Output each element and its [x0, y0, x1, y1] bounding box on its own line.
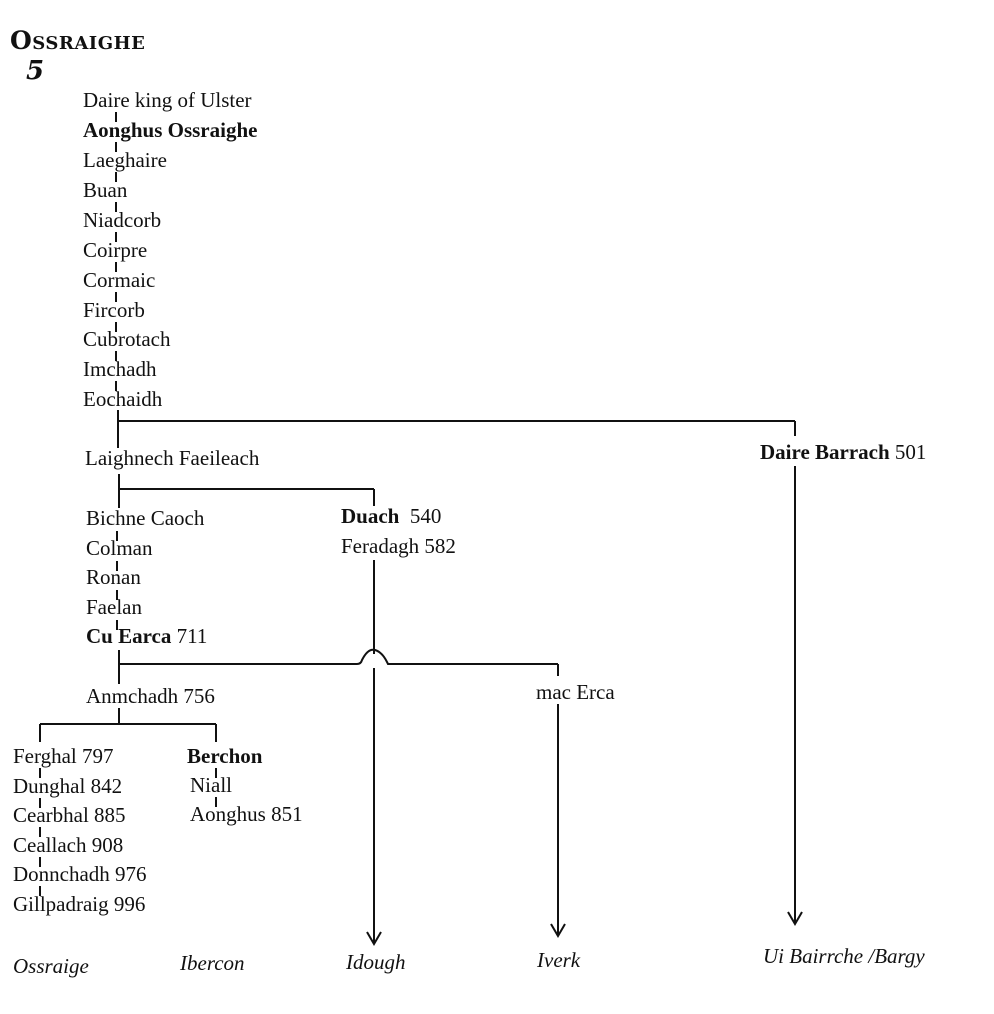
- territory-ossraige: Ossraige: [13, 954, 89, 978]
- person-dunghal: Dunghal 842: [13, 774, 123, 798]
- person-cormaic: Cormaic: [83, 268, 156, 292]
- person-niadcorb: Niadcorb: [83, 208, 162, 232]
- cu-earca-name: Cu Earca: [86, 624, 172, 648]
- page-number: 5: [26, 56, 45, 86]
- person-anmchadh: Anmchadh 756: [86, 684, 215, 708]
- person-cubrotach: Cubrotach: [83, 327, 171, 351]
- person-berchon: Berchon: [187, 744, 263, 768]
- territory-iverk: Iverk: [537, 948, 581, 972]
- cu-earca-year: 711: [176, 624, 208, 648]
- person-feradagh: Feradagh 582: [341, 534, 456, 558]
- person-ceallach: Ceallach 908: [13, 833, 124, 857]
- diagram-title: Ossraighe: [10, 26, 146, 55]
- person-ronan: Ronan: [86, 565, 141, 589]
- person-daire-barrach: [760, 440, 926, 464]
- person-laeghaire: Laeghaire: [83, 148, 167, 172]
- person-buan: Buan: [83, 178, 128, 202]
- person-fircorb: Fircorb: [83, 298, 145, 322]
- person-faelan: Faelan: [86, 595, 142, 619]
- territory-ibercon: Ibercon: [180, 951, 245, 975]
- person-ferghal: Ferghal 797: [13, 744, 114, 768]
- person-gillpadraig: Gillpadraig 996: [13, 892, 146, 916]
- daire-barrach-name: Daire Barrach: [760, 440, 890, 464]
- duach-name: Duach: [341, 504, 400, 528]
- person-colman: Colman: [86, 536, 153, 560]
- person-daire: Daire king of Ulster: [83, 88, 252, 112]
- person-cu-earca: [86, 624, 207, 648]
- person-bichne-caoch: Bichne Caoch: [86, 506, 205, 530]
- person-coirpre: Coirpre: [83, 238, 148, 262]
- person-cearbhal: Cearbhal 885: [13, 803, 126, 827]
- duach-year: 540: [409, 504, 442, 528]
- territory-bargy: Ui Bairrche /Bargy: [763, 944, 925, 968]
- territory-idough: Idough: [346, 950, 406, 974]
- person-niall: Niall: [190, 773, 232, 797]
- person-mac-erca: mac Erca: [536, 680, 615, 704]
- person-aonghus-ossraighe: Aonghus Ossraighe: [83, 118, 258, 142]
- person-duach: [341, 504, 441, 528]
- person-imchadh: Imchadh: [83, 357, 157, 381]
- person-laighnech: Laighnech Faeileach: [85, 446, 260, 470]
- connector: [119, 650, 558, 664]
- daire-barrach-year: 501: [894, 440, 927, 464]
- person-donnchadh: Donnchadh 976: [13, 862, 147, 886]
- person-eochaidh: Eochaidh: [83, 387, 163, 411]
- person-aonghus: Aonghus 851: [190, 802, 303, 826]
